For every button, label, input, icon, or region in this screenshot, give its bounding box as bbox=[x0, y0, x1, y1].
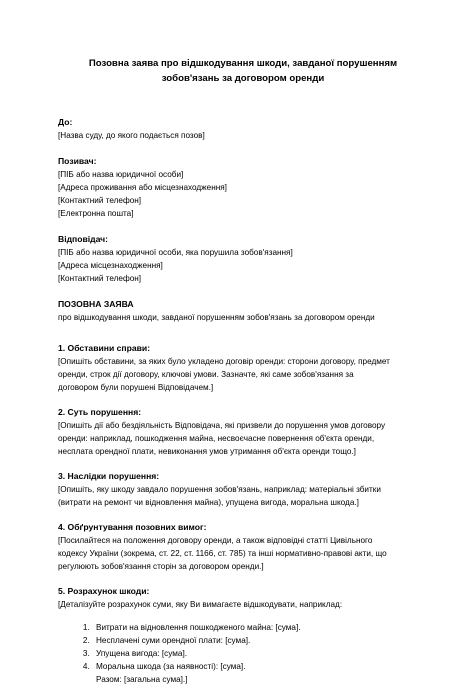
calculation-item: 3. Упущена вигода: [сума]. bbox=[92, 647, 428, 660]
calculation-item: 1. Витрати на відновлення пошкодженого майна: [сума]. bbox=[92, 621, 428, 634]
section-text-line: регулюють зобов'язання сторін за договором оренди.] bbox=[58, 562, 264, 571]
document-title bbox=[58, 56, 428, 86]
section-text-line: оренди: наприклад, пошкодження майна, несвоєчасне повернення об'єкта оренди, bbox=[58, 434, 375, 443]
section-violation bbox=[58, 406, 428, 458]
plaintiff-line: [ПІБ або назва юридичної особи] bbox=[58, 170, 184, 179]
plaintiff-line: [Контактний телефон] bbox=[58, 196, 142, 205]
section-damage-calculation bbox=[58, 585, 428, 686]
section-text-line: договором були порушені Відповідачем.] bbox=[58, 383, 214, 392]
section-text-line: [Деталізуйте розрахунок суми, яку Ви вимагаєте відшкодувати, наприклад: bbox=[58, 600, 343, 609]
to-label: До: bbox=[58, 117, 73, 127]
section-heading: 2. Суть порушення: bbox=[58, 407, 142, 417]
calculation-item: 4. Моральна шкода (за наявності): [сума]. bbox=[92, 660, 428, 673]
section-heading: 5. Розрахунок шкоди: bbox=[58, 586, 150, 596]
claim-heading-block bbox=[58, 298, 428, 324]
section-text-line: несплата орендної плати, невиконання умов утримання об'єкта оренди тощо.] bbox=[58, 447, 356, 456]
claim-subtitle: про відшкодування шкоди, завданої порушенням зобов'язань за договором оренди bbox=[58, 313, 375, 322]
claim-heading: ПОЗОВНА ЗАЯВА bbox=[58, 299, 134, 309]
title-line-1: Позовна заява про відшкодування шкоди, завданої порушенням bbox=[88, 58, 398, 69]
calculation-total: Разом: [загальна сума].] bbox=[96, 675, 188, 684]
title-line-2: зобов'язань за договором оренди bbox=[161, 73, 325, 84]
section-text-line: [Опишіть обставини, за яких було укладено договір оренди: сторони договору, предмет bbox=[58, 357, 390, 366]
defendant-line: [Контактний телефон] bbox=[58, 274, 142, 283]
section-text-line: оренди, строк дії договору, ключові умови. Зазначте, які саме зобов'язання за bbox=[58, 370, 354, 379]
plaintiff-block bbox=[58, 155, 428, 220]
defendant-line: [Адреса місцезнаходження] bbox=[58, 261, 163, 270]
section-heading: 1. Обставини справи: bbox=[58, 343, 151, 353]
section-heading: 4. Обґрунтування позовних вимог: bbox=[58, 522, 207, 532]
defendant-line: [ПІБ або назва юридичної особи, яка порушила зобов'язання] bbox=[58, 248, 293, 257]
section-justification bbox=[58, 521, 428, 573]
defendant-block bbox=[58, 233, 428, 285]
section-text-line: кодексу України (зокрема, ст. 22, ст. 1166, ст. 785) та інші нормативно-правові акти, що bbox=[58, 549, 387, 558]
section-text-line: [Посилайтеся на положення договору оренди, а також відповідні статті Цивільного bbox=[58, 536, 373, 545]
plaintiff-label: Позивач: bbox=[58, 156, 97, 166]
calculation-list bbox=[58, 621, 428, 673]
section-text-line: [Опишіть, яку шкоду завдало порушення зобов'язань, наприклад: матеріальні збитки bbox=[58, 485, 381, 494]
plaintiff-line: [Адреса проживання або місцезнаходження] bbox=[58, 183, 227, 192]
section-text-line: (витрати на ремонт чи відновлення майна), упущена вигода, моральна шкода.] bbox=[58, 498, 359, 507]
plaintiff-line: [Електронна пошта] bbox=[58, 209, 134, 218]
court-name-line: [Назва суду, до якого подається позов] bbox=[58, 131, 205, 140]
section-heading: 3. Наслідки порушення: bbox=[58, 471, 160, 481]
section-text-line: [Опишіть дії або бездіяльність Відповідача, які призвели до порушення умов договору bbox=[58, 421, 386, 430]
to-block bbox=[58, 116, 428, 142]
section-consequences bbox=[58, 470, 428, 509]
defendant-label: Відповідач: bbox=[58, 234, 109, 244]
calculation-item: 2. Несплачені суми орендної плати: [сума]. bbox=[92, 634, 428, 647]
section-circumstances bbox=[58, 342, 428, 394]
